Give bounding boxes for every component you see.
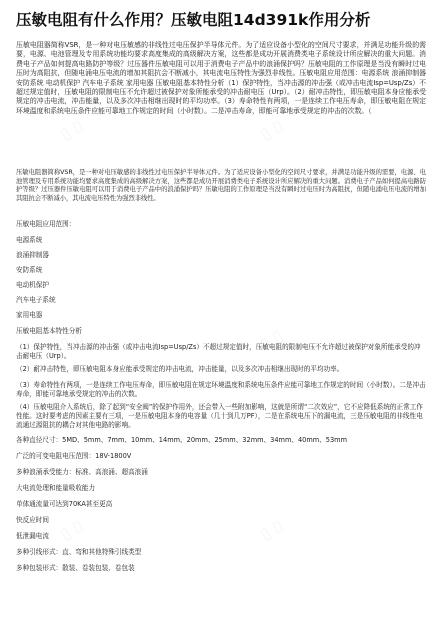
spec-item: 大电流处理和能量吸收能力 <box>16 484 96 492</box>
spec-item: 广泛的可变电阻电压范围：18V-1800V <box>16 452 132 460</box>
characteristic-item: （2）耐冲击特性，即压敏电阻本身应能承受规定的冲击电流，冲击能量，以及多次冲击相继出现时的平均功率。 <box>16 365 344 373</box>
spec-item: 多种浪涌承受能力：标准、高浪涌、超高浪涌 <box>16 468 148 476</box>
spec-item: 多种包装形式：散装、卷装包装、卷包装 <box>16 564 135 572</box>
watermark <box>57 116 86 144</box>
spec-item: 各种直径尺寸：5MD、5mm、7mm、10mm、14mm、20mm、25mm、32mm、34mm、40mm、53mm <box>16 436 348 444</box>
application-item: 家用电器 <box>16 311 43 319</box>
watermark <box>257 116 286 144</box>
application-item: 汽车电子系统 <box>16 296 56 304</box>
intro-paragraph: 压敏电阻器简称VSR，是一种对电压敏感的非线性过电压保护半导体元件。为了适应设备小型化的空间尺寸要求，并满足功能升级的需要，电源、电池管理及专用系统功能均要求高度集成的高级解决方案，这些都是成功开展消费类电子系统设计所应解决的重大问题。消费电子产品如何提高电路防护等级？过压器件压敏电阻可以用于消费电子产品中的浪涌保护吗？压敏电阻的工作原理是当没有瞬时过电压时为高阻抗，但随电涌电压电流的增加其阻抗会不断减小，其电流电压特性为强烈非线性。压敏电阻应用范围：电源系统 浪涌抑制器 安防系统 电动机保护 汽车电子系统 家用电器 压敏电阻基本特性分析（1）保护特性，当冲击源的冲击强（或冲击电流Isp=Usp/Zs）不超过规定值时，压敏电阻的限制电压不允许超过被保护对象所能承受的冲击耐电压（Urp）。（2）耐冲击特性，即压敏电阻本身应能承受规定的冲击电流，冲击能量，以及多次冲击相继出现时的平均功率。（3）寿命特性有两项，一是连续工作电压寿命，即压敏电阻在规定环境温度和系统电压条件应能可靠地工作规定的时间（小时数）。二是冲击寿命，即能可靠地承受规定的冲击的次数。（ <box>16 41 426 115</box>
application-item: 电动机保护 <box>16 281 49 289</box>
application-item: 电源系统 <box>16 236 43 244</box>
application-item: 安防系统 <box>16 266 43 274</box>
spec-item: 快反应时间 <box>16 516 49 524</box>
characteristics-heading: 压敏电阻基本特性分析 <box>16 327 82 335</box>
characteristic-item: （3）寿命特性有两项，一是连续工作电压寿命，即压敏电阻在规定环境温度和系统电压条件应能可靠地工作规定的时间（小时数）。二是冲击寿命，即能可靠地承受规定的冲击的次数。 <box>16 381 426 398</box>
spec-item: 多种引线形式：直、弯和其他特殊引线类型 <box>16 548 142 556</box>
characteristic-item: （1）保护特性，当冲击源的冲击强（或冲击电流Isp=Usp/Zs）不超过规定值时，压敏电阻的限制电压不允许超过被保护对象所能承受的冲击耐电压（Urp）。 <box>16 343 421 360</box>
application-item: 浪涌抑制器 <box>16 251 49 259</box>
spec-item: 低泄漏电流 <box>16 532 49 540</box>
characteristic-item: （4）压敏电阻介入系统后，除了起到“安全阀”的保护作用外，还会带入一些附加影响，这就是所谓“二次效应”，它不应降低系统的正常工作性能。这时要考虑的因素主要有三项，一是压敏电阻本身的电容量（几十到几万PF），二是在系统电压下的漏电流，三是压敏电阻的非线性电流通过源阻抗的耦合对其他电路的影响。 <box>16 403 423 429</box>
page-title: 压敏电阻有什么作用？压敏电阻14d391k作用分析 <box>16 11 371 29</box>
application-heading: 压敏电阻应用范围： <box>16 220 76 228</box>
spec-item: 单体通流量可达到70KA甚至更高 <box>16 500 113 508</box>
summary-paragraph: 压敏电阻器简称VSR，是一种对电压敏感的非线性过电压保护半导体元件。为了适应设备小型化的空间尺寸要求，并满足功能升级的需要，电源、电池管理及专用系统功能均要求高度集成的高级解决方案，这些都是成功开展消费类电子系统设计所应解决的重大问题。消费电子产品如何提高电路防护等级？过压器件压敏电阻可以用于消费电子产品中的浪涌保护吗？压敏电阻的工作原理是当没有瞬时过电压时为高阻抗，但随电涌电压电流的增加其阻抗会不断减小，其电流电压特性为强烈非线性。 <box>16 169 426 202</box>
